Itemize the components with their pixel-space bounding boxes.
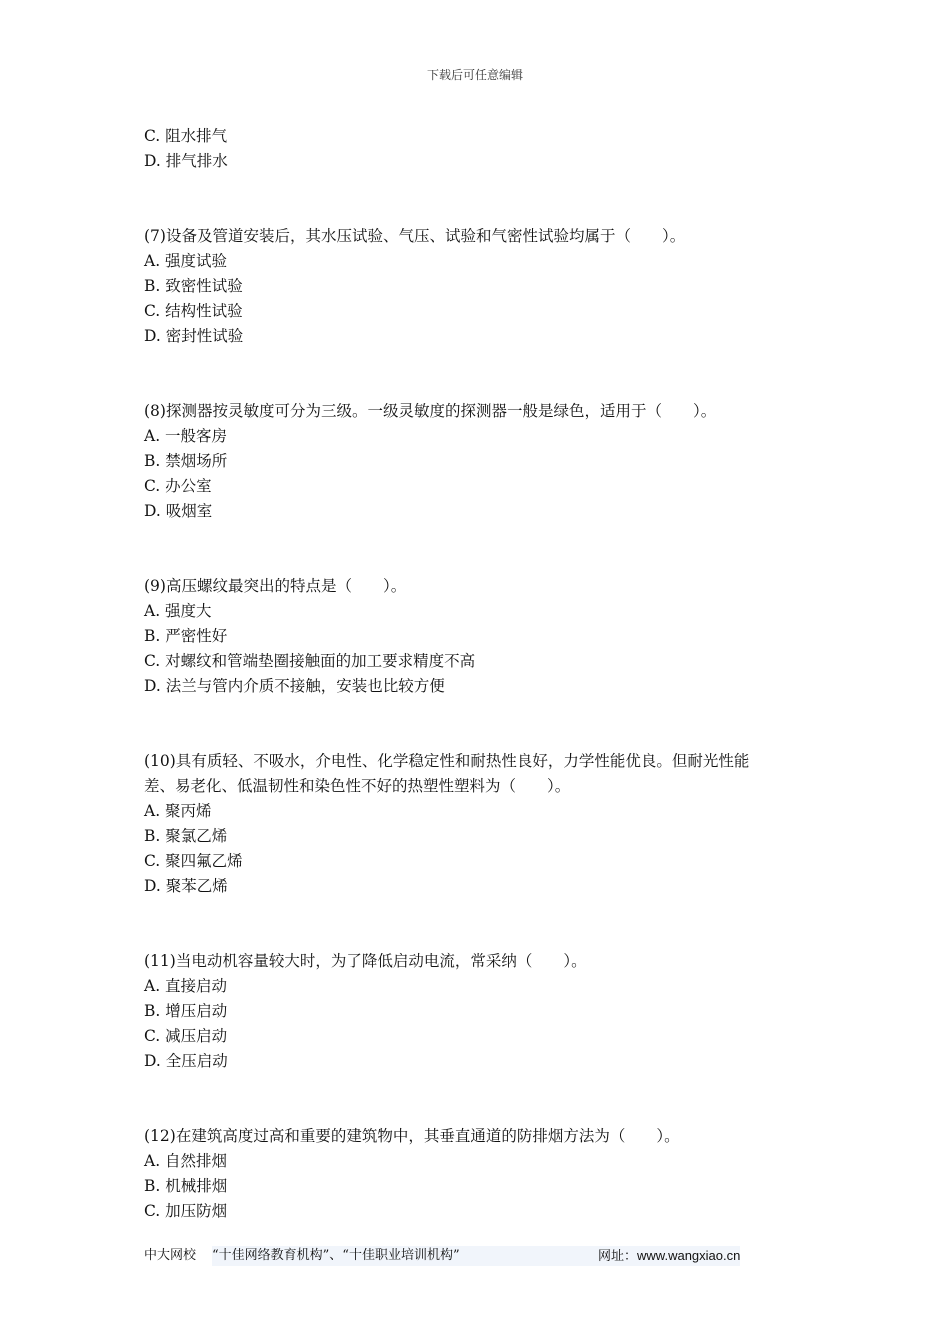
question-option: D. 全压启动 [144,1052,228,1070]
question-spacer [144,349,814,399]
question-option: D. 密封性试验 [144,327,244,345]
question-option: A. 聚丙烯 [144,802,212,820]
question-spacer [144,1074,814,1124]
question-option: B. 致密性试验 [144,277,243,295]
question-stem: (7)设备及管道安装后，其水压试验、气压、试验和气密性试验均属于（ ）。 [144,227,686,245]
footer-site [598,1246,740,1267]
footer-site-url: www.wangxiao.cn [637,1248,741,1263]
footer-site-label: 网址： [598,1249,638,1264]
question-option: C. 聚四氟乙烯 [144,852,243,870]
question-stem: (10)具有质轻、不吸水，介电性、化学稳定性和耐热性良好，力学性能优良。但耐光性能 [144,752,750,770]
question-list [144,174,814,1224]
document-body [144,124,814,1224]
option-c: C. 阻水排气 [144,127,228,145]
question-option: A. 一般客房 [144,427,228,445]
question-stem: (12)在建筑高度过高和重要的建筑物中，其垂直通道的防排烟方法为（ ）。 [144,1127,680,1145]
page-header: 下载后可任意编辑 [426,68,523,82]
question-stem: (8)探测器按灵敏度可分为三级。一级灵敏度的探测器一般是绿色，适用于（ ）。 [144,402,717,420]
question-spacer [144,699,814,749]
question-option: C. 减压启动 [144,1027,228,1045]
question-option: B. 增压启动 [144,1002,228,1020]
option-d: D. 排气排水 [144,152,228,170]
question-option: D. 法兰与管内介质不接触，安装也比较方便 [144,677,445,695]
question-option: B. 严密性好 [144,627,228,645]
question-stem: 差、易老化、低温韧性和染色性不好的热塑性塑料为（ ）。 [144,777,571,795]
question-spacer [144,174,814,224]
question-option: C. 结构性试验 [144,302,243,320]
question-option: A. 自然排烟 [144,1152,228,1170]
question-option: C. 加压防烟 [144,1202,228,1220]
question-option: A. 强度试验 [144,252,228,270]
question-option: D. 聚苯乙烯 [144,877,228,895]
question-spacer [144,524,814,574]
question-option: C. 对螺纹和管端垫圈接触面的加工要求精度不高 [144,652,476,670]
question-spacer [144,899,814,949]
question-option: B. 禁烟场所 [144,452,228,470]
page-footer [144,1246,744,1266]
question-option: A. 强度大 [144,602,212,620]
question-block [144,399,814,524]
question-stem: (9)高压螺纹最突出的特点是（ ）。 [144,577,407,595]
leading-options [144,124,814,174]
question-option: A. 直接启动 [144,977,228,995]
question-stem: (11)当电动机容量较大时，为了降低启动电流，常采纳（ ）。 [144,952,587,970]
question-block [144,749,814,899]
footer-slogan: “十佳网络教育机构”、“十佳职业培训机构” [212,1246,740,1266]
question-block [144,949,814,1074]
question-block [144,574,814,699]
question-block [144,224,814,349]
question-option: C. 办公室 [144,477,212,495]
footer-brand: 中大网校 [144,1248,197,1263]
question-option: B. 聚氯乙烯 [144,827,228,845]
question-option: B. 机械排烟 [144,1177,228,1195]
question-option: D. 吸烟室 [144,502,213,520]
question-block [144,1124,814,1224]
